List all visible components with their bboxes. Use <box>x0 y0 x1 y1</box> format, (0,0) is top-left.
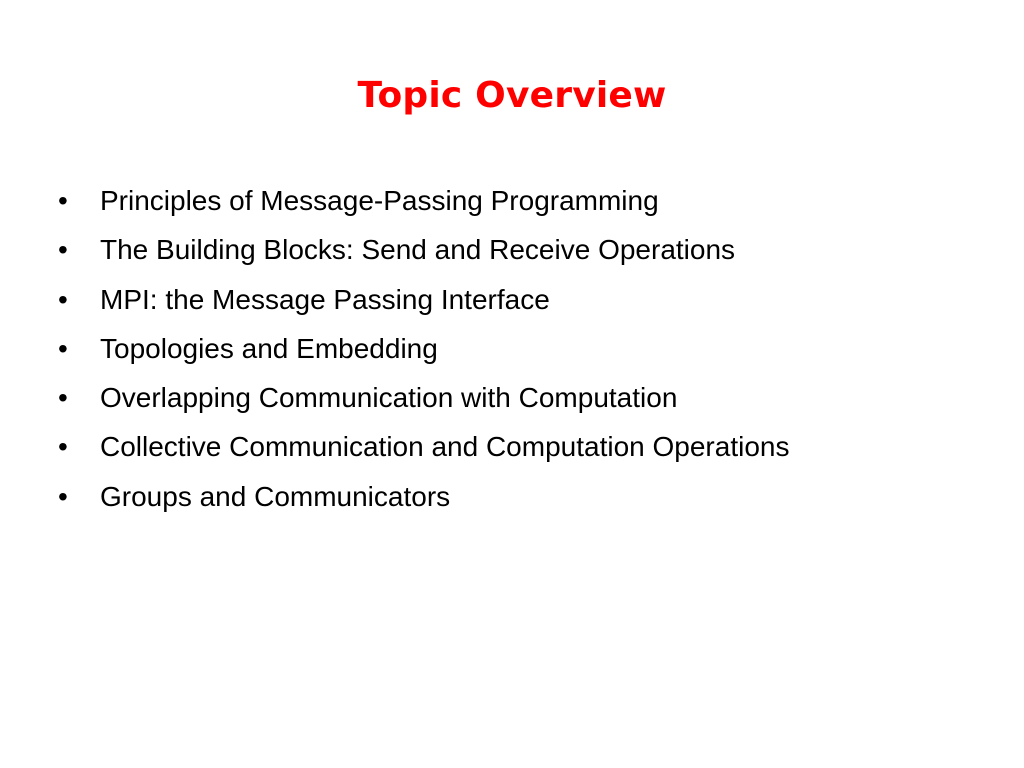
bullet-text: Overlapping Communication with Computation <box>100 382 678 414</box>
bullet-icon: • <box>58 332 68 364</box>
bullet-item <box>58 382 789 431</box>
slide-title: Topic Overview <box>357 75 667 116</box>
bullet-item <box>58 234 789 283</box>
bullet-icon: • <box>58 480 68 512</box>
bullet-text: Principles of Message-Passing Programming <box>100 185 659 216</box>
bullet-icon: • <box>58 431 68 463</box>
bullet-icon: • <box>58 185 68 216</box>
bullet-icon: • <box>58 382 68 414</box>
bullet-icon: • <box>58 283 68 315</box>
bullet-icon: • <box>58 234 68 266</box>
bullet-item <box>58 431 789 480</box>
bullet-list <box>58 185 789 530</box>
bullet-item <box>58 333 789 382</box>
bullet-item <box>58 481 789 530</box>
bullet-item <box>58 284 789 333</box>
bullet-item <box>58 185 789 234</box>
bullet-text: MPI: the Message Passing Interface <box>100 283 550 315</box>
bullet-text: Topologies and Embedding <box>100 332 438 364</box>
bullet-text: The Building Blocks: Send and Receive Operations <box>100 234 736 266</box>
bullet-text: Groups and Communicators <box>100 480 451 512</box>
bullet-text: Collective Communication and Computation Operations <box>100 431 790 463</box>
